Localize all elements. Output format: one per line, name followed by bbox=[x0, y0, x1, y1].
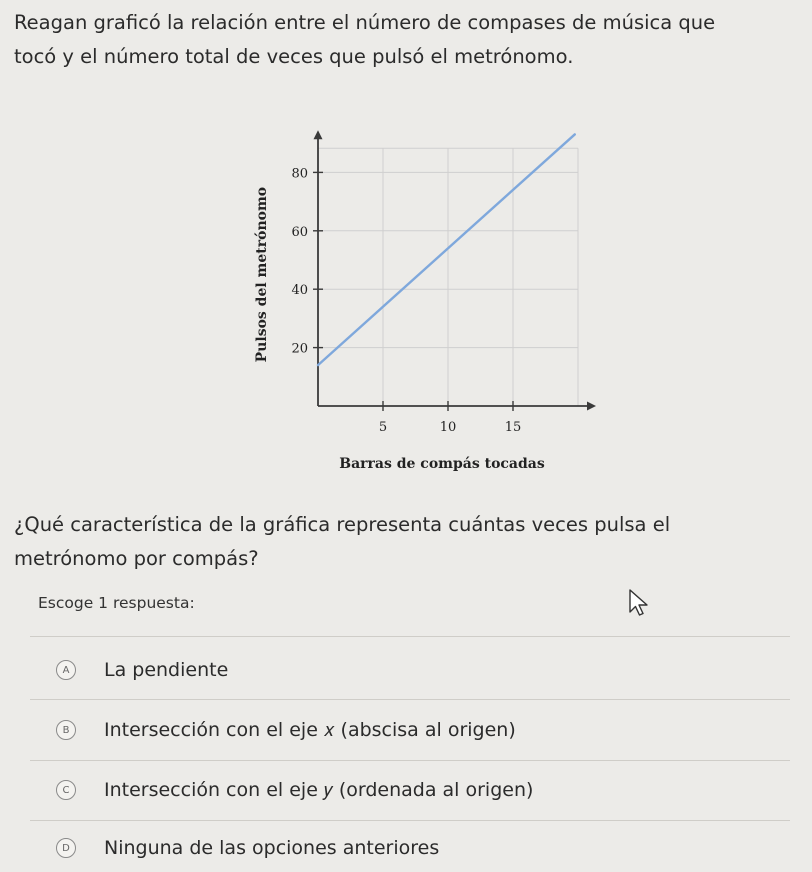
problem-statement bbox=[14, 6, 794, 74]
divider bbox=[30, 699, 790, 700]
option-text-b: Intersección con el eje 𝑥 (abscisa al origen) bbox=[104, 719, 516, 741]
option-text-c: Intersección con el eje 𝑦 (ordenada al origen) bbox=[104, 779, 534, 801]
problem-line-2: tocó y el número total de veces que pulsó el metrónomo. bbox=[14, 45, 574, 68]
question-line-2: metrónomo por compás? bbox=[14, 547, 259, 570]
x-tick-label: 15 bbox=[504, 420, 522, 435]
y-tick-label: 40 bbox=[291, 283, 308, 299]
question-text bbox=[14, 508, 794, 576]
y-axis-label: Pulsos del metrónomo bbox=[254, 186, 270, 363]
chart-svg bbox=[230, 128, 600, 478]
divider bbox=[30, 636, 790, 637]
x-axis-arrow bbox=[587, 402, 596, 411]
divider bbox=[30, 760, 790, 761]
y-tick-label: 60 bbox=[291, 224, 308, 240]
option-c[interactable] bbox=[56, 770, 776, 810]
y-tick-label: 20 bbox=[291, 341, 308, 357]
y-tick-label: 80 bbox=[291, 166, 308, 182]
option-text-a: La pendiente bbox=[104, 659, 229, 681]
problem-line-1: Reagan graficó la relación entre el número de compases de música que bbox=[14, 11, 716, 34]
y-axis-arrow bbox=[314, 130, 323, 139]
option-b[interactable] bbox=[56, 710, 776, 750]
mouse-pointer-icon bbox=[627, 588, 653, 618]
line-chart bbox=[230, 128, 600, 478]
question-line-1: ¿Qué característica de la gráfica representa cuántas veces pulsa el bbox=[14, 513, 671, 536]
instruction-label: Escoge 1 respuesta: bbox=[38, 594, 195, 612]
option-letter-a: A bbox=[56, 660, 76, 680]
option-d[interactable] bbox=[56, 828, 776, 868]
data-line bbox=[318, 134, 575, 365]
x-axis-label: Barras de compás tocadas bbox=[339, 456, 545, 472]
divider bbox=[30, 820, 790, 821]
option-letter-d: D bbox=[56, 838, 76, 858]
x-tick-label: 10 bbox=[439, 420, 457, 435]
option-letter-c: C bbox=[56, 780, 76, 800]
option-a[interactable] bbox=[56, 650, 776, 690]
x-tick-label: 5 bbox=[378, 420, 388, 435]
option-letter-b: B bbox=[56, 720, 76, 740]
option-text-d: Ninguna de las opciones anteriores bbox=[104, 837, 440, 859]
